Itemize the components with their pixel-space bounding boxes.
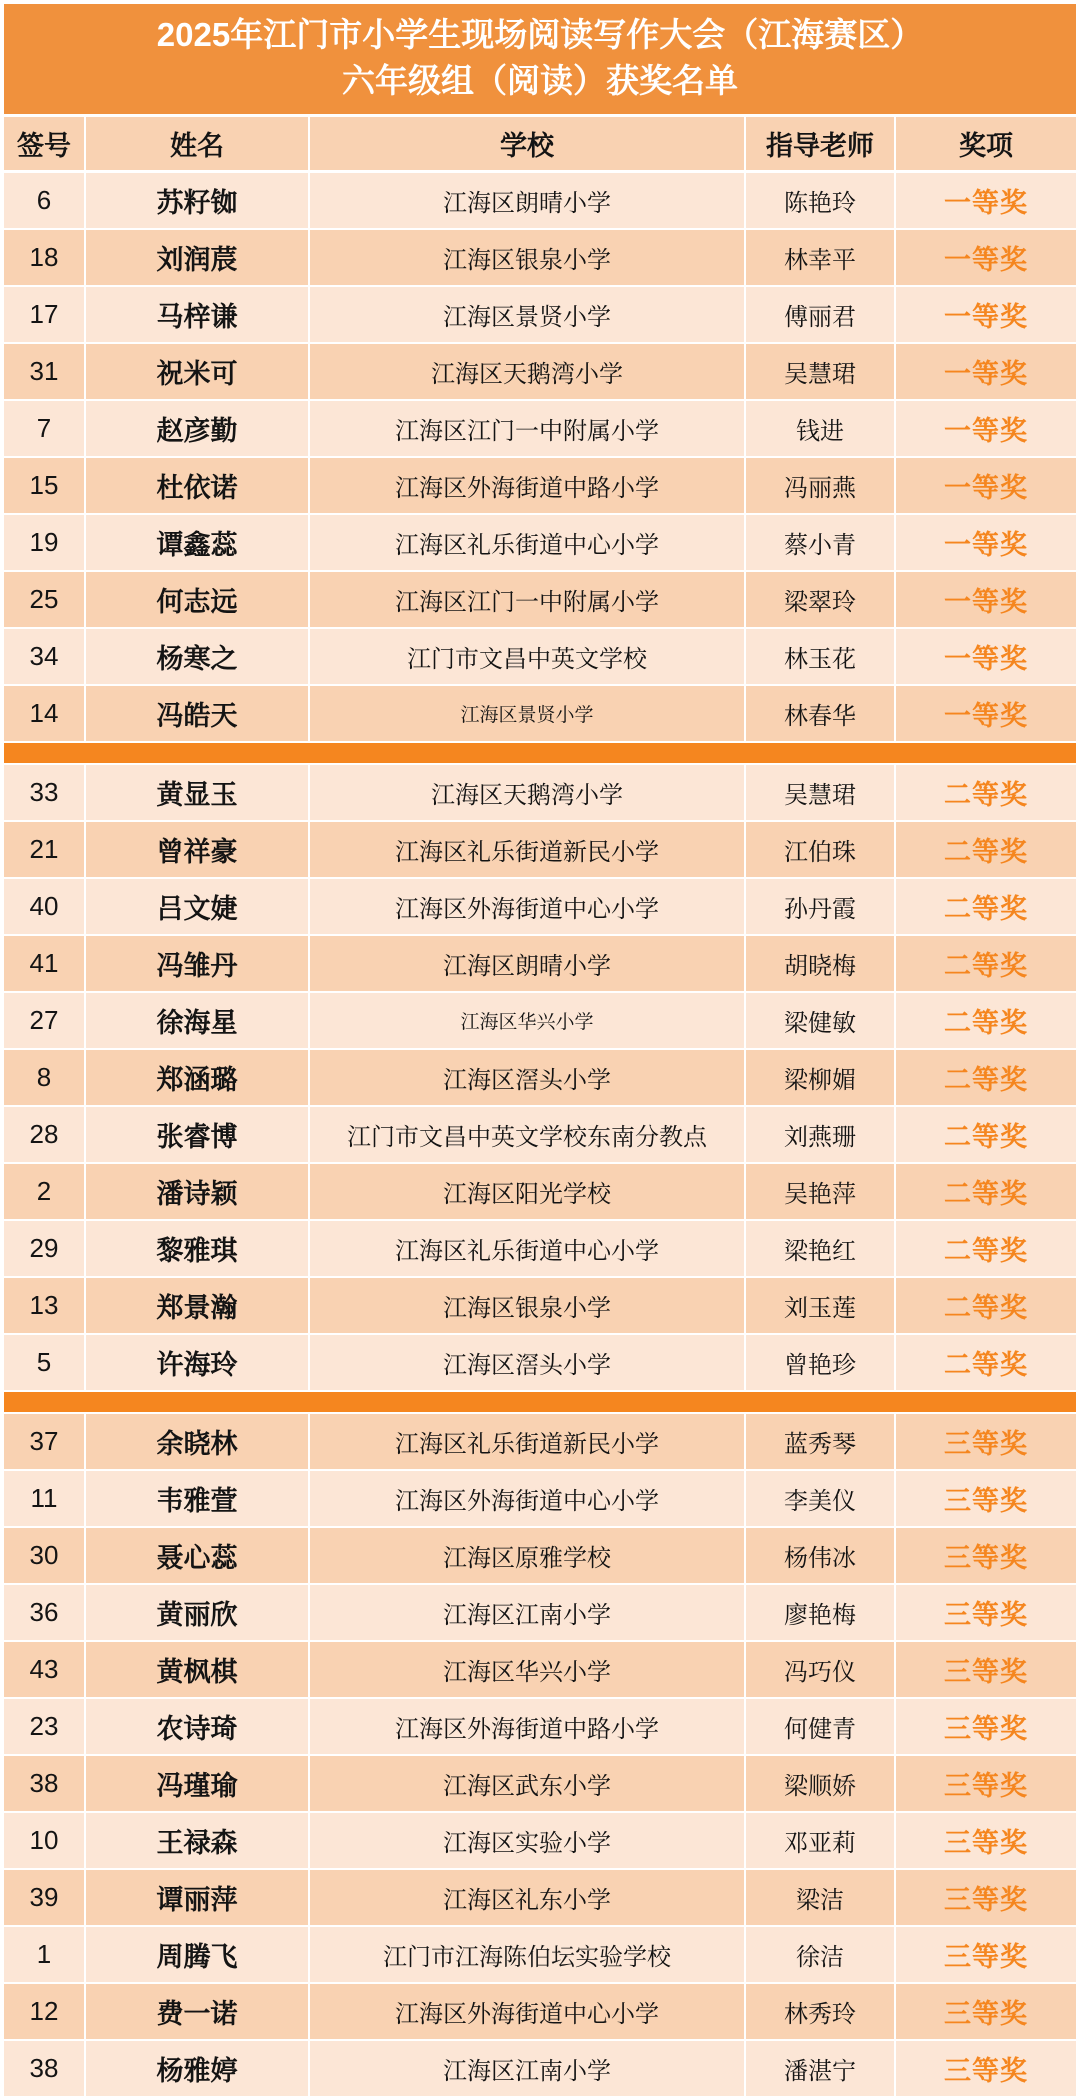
cell-school: 江海区朗晴小学 <box>310 173 744 228</box>
cell-award: 二等奖 <box>896 1278 1076 1333</box>
section-divider <box>4 743 1076 763</box>
title-line-1: 2025年江门市小学生现场阅读写作大会（江海赛区） <box>156 16 924 53</box>
cell-school: 江海区阳光学校 <box>310 1164 744 1219</box>
cell-name: 王禄森 <box>86 1813 308 1868</box>
cell-school: 江海区礼乐街道新民小学 <box>310 1414 744 1469</box>
cell-name: 杜依诺 <box>86 458 308 513</box>
cell-award: 三等奖 <box>896 1813 1076 1868</box>
cell-teacher: 冯丽燕 <box>746 458 894 513</box>
cell-award: 三等奖 <box>896 1528 1076 1583</box>
cell-number: 23 <box>4 1699 84 1754</box>
cell-teacher: 梁健敏 <box>746 993 894 1048</box>
cell-name: 郑涵璐 <box>86 1050 308 1105</box>
cell-name: 徐海星 <box>86 993 308 1048</box>
cell-name: 农诗琦 <box>86 1699 308 1754</box>
cell-number: 19 <box>4 515 84 570</box>
cell-teacher: 林玉花 <box>746 629 894 684</box>
table-row <box>4 1813 1076 1868</box>
cell-teacher: 蓝秀琴 <box>746 1414 894 1469</box>
cell-school: 江海区礼乐街道中心小学 <box>310 1221 744 1276</box>
cell-award: 二等奖 <box>896 1164 1076 1219</box>
section-divider <box>4 1392 1076 1412</box>
cell-number: 38 <box>4 2041 84 2096</box>
cell-number: 27 <box>4 993 84 1048</box>
cell-school: 江海区华兴小学 <box>310 993 744 1048</box>
cell-number: 37 <box>4 1414 84 1469</box>
cell-teacher: 潘湛宁 <box>746 2041 894 2096</box>
cell-school: 江海区礼东小学 <box>310 1870 744 1925</box>
cell-award: 二等奖 <box>896 1050 1076 1105</box>
cell-number: 34 <box>4 629 84 684</box>
table-row <box>4 515 1076 570</box>
cell-number: 39 <box>4 1870 84 1925</box>
cell-teacher: 孙丹霞 <box>746 879 894 934</box>
cell-name: 何志远 <box>86 572 308 627</box>
table-row <box>4 173 1076 228</box>
cell-number: 12 <box>4 1984 84 2039</box>
cell-award: 二等奖 <box>896 1107 1076 1162</box>
table-row <box>4 344 1076 399</box>
cell-name: 刘润莀 <box>86 230 308 285</box>
cell-school: 江海区外海街道中路小学 <box>310 1699 744 1754</box>
cell-name: 聂心蕊 <box>86 1528 308 1583</box>
cell-award: 三等奖 <box>896 1414 1076 1469</box>
cell-name: 曾祥豪 <box>86 822 308 877</box>
table-row <box>4 993 1076 1048</box>
cell-award: 一等奖 <box>896 629 1076 684</box>
col-header-teacher: 指导老师 <box>746 117 894 170</box>
cell-school: 江海区滘头小学 <box>310 1050 744 1105</box>
cell-school: 江海区原雅学校 <box>310 1528 744 1583</box>
cell-school: 江海区实验小学 <box>310 1813 744 1868</box>
cell-school: 江海区外海街道中路小学 <box>310 458 744 513</box>
cell-number: 2 <box>4 1164 84 1219</box>
cell-name: 郑景瀚 <box>86 1278 308 1333</box>
col-header-award: 奖项 <box>896 117 1076 170</box>
cell-number: 31 <box>4 344 84 399</box>
cell-school: 江海区华兴小学 <box>310 1642 744 1697</box>
table-row <box>4 1164 1076 1219</box>
table-header-row <box>4 117 1076 170</box>
cell-teacher: 吴慧珺 <box>746 765 894 820</box>
cell-teacher: 蔡小青 <box>746 515 894 570</box>
table-row <box>4 2041 1076 2096</box>
cell-number: 7 <box>4 401 84 456</box>
cell-number: 1 <box>4 1927 84 1982</box>
cell-teacher: 刘玉莲 <box>746 1278 894 1333</box>
cell-number: 36 <box>4 1585 84 1640</box>
table-row <box>4 1221 1076 1276</box>
cell-teacher: 吴艳萍 <box>746 1164 894 1219</box>
cell-number: 30 <box>4 1528 84 1583</box>
cell-teacher: 梁顺娇 <box>746 1756 894 1811</box>
table-row <box>4 287 1076 342</box>
cell-award: 一等奖 <box>896 287 1076 342</box>
table-row <box>4 1528 1076 1583</box>
table-row <box>4 686 1076 741</box>
cell-name: 费一诺 <box>86 1984 308 2039</box>
cell-name: 韦雅萱 <box>86 1471 308 1526</box>
cell-award: 一等奖 <box>896 173 1076 228</box>
cell-teacher: 冯巧仪 <box>746 1642 894 1697</box>
cell-teacher: 林幸平 <box>746 230 894 285</box>
table-row <box>4 1278 1076 1333</box>
cell-award: 一等奖 <box>896 686 1076 741</box>
cell-award: 二等奖 <box>896 993 1076 1048</box>
table-row <box>4 1984 1076 2039</box>
cell-name: 冯皓天 <box>86 686 308 741</box>
cell-teacher: 廖艳梅 <box>746 1585 894 1640</box>
cell-school: 江海区朗晴小学 <box>310 936 744 991</box>
cell-number: 15 <box>4 458 84 513</box>
cell-school: 江海区江南小学 <box>310 1585 744 1640</box>
cell-name: 冯瑾瑜 <box>86 1756 308 1811</box>
cell-number: 29 <box>4 1221 84 1276</box>
cell-name: 周腾飞 <box>86 1927 308 1982</box>
table-row <box>4 1107 1076 1162</box>
cell-school: 江海区江门一中附属小学 <box>310 401 744 456</box>
cell-school: 江海区外海街道中心小学 <box>310 1471 744 1526</box>
cell-teacher: 江伯珠 <box>746 822 894 877</box>
cell-number: 18 <box>4 230 84 285</box>
cell-school: 江海区景贤小学 <box>310 287 744 342</box>
cell-name: 祝米可 <box>86 344 308 399</box>
cell-award: 二等奖 <box>896 879 1076 934</box>
table-title <box>4 4 1076 114</box>
cell-number: 21 <box>4 822 84 877</box>
title-line-2: 六年级组（阅读）获奖名单 <box>342 62 738 99</box>
cell-number: 8 <box>4 1050 84 1105</box>
cell-school: 江海区江门一中附属小学 <box>310 572 744 627</box>
cell-school: 江海区天鹅湾小学 <box>310 344 744 399</box>
cell-teacher: 林春华 <box>746 686 894 741</box>
cell-school: 江海区景贤小学 <box>310 686 744 741</box>
table-row <box>4 458 1076 513</box>
cell-name: 吕文婕 <box>86 879 308 934</box>
cell-number: 33 <box>4 765 84 820</box>
cell-award: 二等奖 <box>896 822 1076 877</box>
cell-teacher: 陈艳玲 <box>746 173 894 228</box>
cell-number: 17 <box>4 287 84 342</box>
cell-name: 苏籽铷 <box>86 173 308 228</box>
cell-number: 14 <box>4 686 84 741</box>
cell-name: 潘诗颖 <box>86 1164 308 1219</box>
table-row <box>4 1335 1076 1390</box>
cell-teacher: 林秀玲 <box>746 1984 894 2039</box>
cell-award: 一等奖 <box>896 458 1076 513</box>
cell-number: 40 <box>4 879 84 934</box>
cell-number: 5 <box>4 1335 84 1390</box>
cell-number: 28 <box>4 1107 84 1162</box>
cell-teacher: 梁翠玲 <box>746 572 894 627</box>
cell-teacher: 钱进 <box>746 401 894 456</box>
cell-name: 谭丽萍 <box>86 1870 308 1925</box>
table-row <box>4 1870 1076 1925</box>
cell-teacher: 刘燕珊 <box>746 1107 894 1162</box>
cell-school: 江海区外海街道中心小学 <box>310 1984 744 2039</box>
cell-school: 江门市文昌中英文学校东南分教点 <box>310 1107 744 1162</box>
table-row <box>4 1050 1076 1105</box>
cell-number: 10 <box>4 1813 84 1868</box>
table-row <box>4 765 1076 820</box>
table-row <box>4 1585 1076 1640</box>
cell-number: 11 <box>4 1471 84 1526</box>
cell-number: 13 <box>4 1278 84 1333</box>
cell-teacher: 曾艳珍 <box>746 1335 894 1390</box>
cell-name: 张睿博 <box>86 1107 308 1162</box>
table-row <box>4 401 1076 456</box>
cell-teacher: 李美仪 <box>746 1471 894 1526</box>
cell-school: 江海区滘头小学 <box>310 1335 744 1390</box>
cell-teacher: 邓亚莉 <box>746 1813 894 1868</box>
cell-award: 一等奖 <box>896 572 1076 627</box>
table-row <box>4 1471 1076 1526</box>
cell-award: 一等奖 <box>896 515 1076 570</box>
table-row <box>4 629 1076 684</box>
cell-name: 冯雏丹 <box>86 936 308 991</box>
cell-name: 黎雅琪 <box>86 1221 308 1276</box>
cell-teacher: 傅丽君 <box>746 287 894 342</box>
cell-name: 许海玲 <box>86 1335 308 1390</box>
cell-school: 江门市江海陈伯坛实验学校 <box>310 1927 744 1982</box>
cell-teacher: 吴慧珺 <box>746 344 894 399</box>
cell-number: 43 <box>4 1642 84 1697</box>
cell-name: 杨寒之 <box>86 629 308 684</box>
table-row <box>4 1927 1076 1982</box>
cell-award: 三等奖 <box>896 1585 1076 1640</box>
cell-teacher: 何健青 <box>746 1699 894 1754</box>
cell-teacher: 胡晓梅 <box>746 936 894 991</box>
cell-teacher: 杨伟冰 <box>746 1528 894 1583</box>
cell-number: 41 <box>4 936 84 991</box>
cell-name: 赵彦勤 <box>86 401 308 456</box>
cell-award: 三等奖 <box>896 2041 1076 2096</box>
col-header-school: 学校 <box>310 117 744 170</box>
cell-award: 三等奖 <box>896 1927 1076 1982</box>
cell-award: 三等奖 <box>896 1642 1076 1697</box>
cell-award: 三等奖 <box>896 1699 1076 1754</box>
cell-award: 三等奖 <box>896 1471 1076 1526</box>
cell-number: 6 <box>4 173 84 228</box>
table-row <box>4 572 1076 627</box>
cell-school: 江海区外海街道中心小学 <box>310 879 744 934</box>
col-header-name: 姓名 <box>86 117 308 170</box>
cell-name: 谭鑫蕊 <box>86 515 308 570</box>
cell-school: 江海区礼乐街道中心小学 <box>310 515 744 570</box>
cell-number: 38 <box>4 1756 84 1811</box>
cell-name: 马梓谦 <box>86 287 308 342</box>
cell-school: 江海区银泉小学 <box>310 230 744 285</box>
cell-school: 江海区银泉小学 <box>310 1278 744 1333</box>
cell-award: 二等奖 <box>896 1335 1076 1390</box>
cell-award: 一等奖 <box>896 344 1076 399</box>
cell-award: 一等奖 <box>896 230 1076 285</box>
cell-school: 江海区江南小学 <box>310 2041 744 2096</box>
cell-award: 二等奖 <box>896 765 1076 820</box>
cell-school: 江海区礼乐街道新民小学 <box>310 822 744 877</box>
cell-name: 黄枫棋 <box>86 1642 308 1697</box>
cell-award: 三等奖 <box>896 1870 1076 1925</box>
table-row <box>4 879 1076 934</box>
cell-award: 二等奖 <box>896 936 1076 991</box>
cell-teacher: 梁柳媚 <box>746 1050 894 1105</box>
table-row <box>4 1756 1076 1811</box>
cell-teacher: 徐洁 <box>746 1927 894 1982</box>
cell-name: 杨雅婷 <box>86 2041 308 2096</box>
cell-school: 江海区天鹅湾小学 <box>310 765 744 820</box>
cell-teacher: 梁洁 <box>746 1870 894 1925</box>
table-row <box>4 1699 1076 1754</box>
cell-name: 黄丽欣 <box>86 1585 308 1640</box>
table-row <box>4 1414 1076 1469</box>
table-row <box>4 230 1076 285</box>
cell-school: 江海区武东小学 <box>310 1756 744 1811</box>
cell-name: 余晓林 <box>86 1414 308 1469</box>
cell-school: 江门市文昌中英文学校 <box>310 629 744 684</box>
cell-award: 三等奖 <box>896 1984 1076 2039</box>
cell-number: 25 <box>4 572 84 627</box>
table-row <box>4 822 1076 877</box>
table-row <box>4 936 1076 991</box>
cell-award: 二等奖 <box>896 1221 1076 1276</box>
cell-award: 三等奖 <box>896 1756 1076 1811</box>
table-body <box>4 173 1076 2096</box>
col-header-number: 签号 <box>4 117 84 170</box>
cell-teacher: 梁艳红 <box>746 1221 894 1276</box>
table-row <box>4 1642 1076 1697</box>
cell-award: 一等奖 <box>896 401 1076 456</box>
cell-name: 黄显玉 <box>86 765 308 820</box>
